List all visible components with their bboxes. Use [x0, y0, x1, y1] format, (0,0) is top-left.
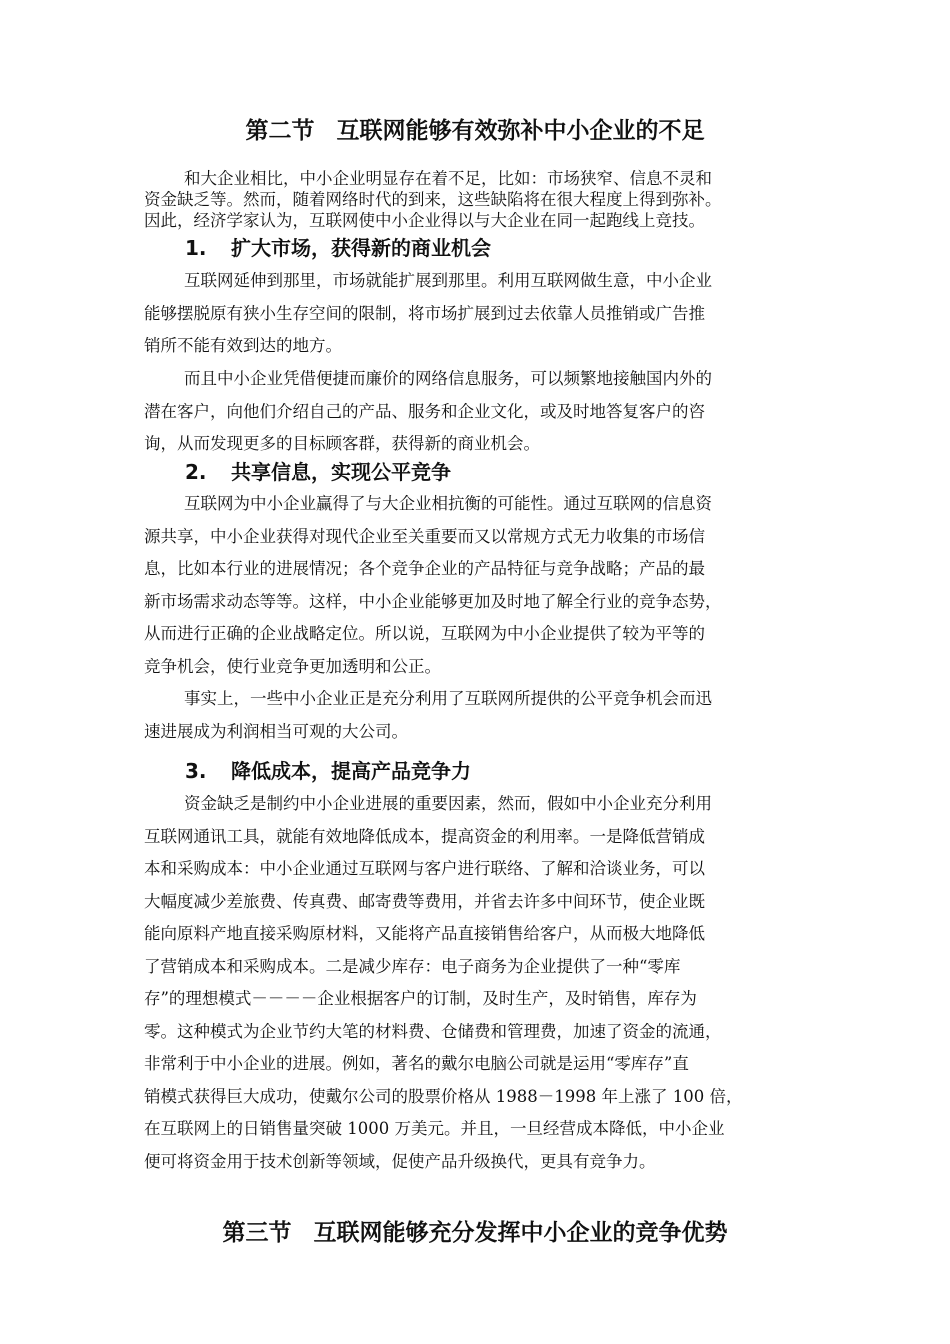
paragraph-4 [144, 683, 804, 748]
paragraph-5 [144, 788, 804, 1178]
paragraph-3 [144, 488, 804, 683]
paragraph-1 [144, 265, 804, 363]
intro-line-3: 因此，经济学家认为，互联网使中小企业得以与大企业在同一起跑线上竞技。 [144, 211, 705, 230]
subheading-3 [185, 757, 471, 785]
p5-line-8: 零。这种模式为企业节约大笔的材料费、仓储费和管理费，加速了资金的流通， [144, 1021, 722, 1041]
p5-line-9: 非常利于中小企业的进展。例如，著名的戴尔电脑公司就是运用“零库存”直 [144, 1054, 689, 1073]
section-3-heading [0, 1218, 950, 1248]
p1-line-2: 能够摆脱原有狭小生存空间的限制，将市场扩展到过去依靠人员推销或广告推 [144, 303, 705, 323]
intro-line-1: 和大企业相比，中小企业明显存在着不足，比如：市场狭窄、信息不灵和 [184, 169, 712, 188]
p5-line-10: 销模式获得巨大成功，使戴尔公司的股票价格从 1988－1998 年上涨了 100 倍， [144, 1086, 743, 1106]
p3-line-3: 息，比如本行业的进展情况；各个竞争企业的产品特征与竞争战略；产品的最 [144, 559, 705, 578]
p1-line-1: 互联网延伸到那里，市场就能扩展到那里。利用互联网做生意，中小企业 [184, 271, 712, 290]
p3-line-5: 从而进行正确的企业战略定位。所以说，互联网为中小企业提供了较为平等的 [144, 624, 705, 643]
section-2-title: 互联网能够有效弥补中小企业的不足 [336, 118, 705, 144]
subheading-2-text: 共享信息，实现公平竞争 [231, 460, 451, 484]
section-2-heading [0, 116, 950, 146]
p5-line-1: 资金缺乏是制约中小企业进展的重要因素，然而，假如中小企业充分利用 [184, 794, 712, 813]
p5-line-3: 本和采购成本：中小企业通过互联网与客户进行联络、了解和洽谈业务，可以 [144, 859, 705, 878]
subheading-3-number: 3. [185, 759, 207, 783]
p5-line-6: 了营销成本和采购成本。二是减少库存：电子商务为企业提供了一种“零库 [144, 956, 681, 976]
p4-line-2: 速进展成为利润相当可观的大公司。 [144, 721, 408, 741]
subheading-1 [185, 234, 491, 262]
subheading-1-number: 1. [185, 236, 207, 260]
p3-line-1: 互联网为中小企业赢得了与大企业相抗衡的可能性。通过互联网的信息资 [184, 494, 712, 513]
subheading-3-text: 降低成本，提高产品竞争力 [231, 759, 471, 783]
subheading-1-text: 扩大市场，获得新的商业机会 [231, 236, 491, 260]
p5-line-4: 大幅度减少差旅费、传真费、邮寄费等费用，并省去许多中间环节，使企业既 [144, 891, 705, 911]
p5-line-5: 能向原料产地直接采购原材料，又能将产品直接销售给客户，从而极大地降低 [144, 924, 705, 943]
section-3-title: 互联网能够充分发挥中小企业的竞争优势 [313, 1220, 728, 1246]
p1-line-3: 销所不能有效到达的地方。 [144, 336, 342, 355]
p2-line-2: 潜在客户，向他们介绍自己的产品、服务和企业文化，或及时地答复客户的咨 [144, 401, 705, 421]
p3-line-4: 新市场需求动态等等。这样，中小企业能够更加及时地了解全行业的竞争态势， [144, 591, 722, 611]
intro-paragraph [144, 168, 804, 231]
subheading-2-number: 2. [185, 460, 207, 484]
p3-line-2: 源共享，中小企业获得对现代企业至关重要而又以常规方式无力收集的市场信 [144, 526, 705, 546]
section-3-number: 第三节 [222, 1220, 292, 1246]
p3-line-6: 竞争机会，使行业竞争更加透明和公正。 [144, 656, 441, 676]
paragraph-2 [144, 363, 804, 461]
p5-line-11: 在互联网上的日销售量突破 1000 万美元。并且，一旦经营成本降低，中小企业 [144, 1119, 725, 1138]
section-2-number: 第二节 [245, 118, 315, 144]
intro-line-2: 资金缺乏等。然而，随着网络时代的到来，这些缺陷将在很大程度上得到弥补。 [144, 190, 722, 209]
p5-line-2: 互联网通讯工具，就能有效地降低成本，提高资金的利用率。一是降低营销成 [144, 826, 705, 846]
p4-line-1: 事实上，一些中小企业正是充分利用了互联网所提供的公平竞争机会而迅 [184, 689, 712, 708]
p5-line-7: 存”的理想模式－－－－企业根据客户的订制，及时生产，及时销售，库存为 [144, 989, 697, 1008]
subheading-2 [185, 458, 451, 486]
p2-line-3: 询，从而发现更多的目标顾客群，获得新的商业机会。 [144, 434, 540, 453]
p2-line-1: 而且中小企业凭借便捷而廉价的网络信息服务，可以频繁地接触国内外的 [184, 369, 712, 388]
p5-line-12: 便可将资金用于技术创新等领域，促使产品升级换代，更具有竞争力。 [144, 1151, 656, 1171]
